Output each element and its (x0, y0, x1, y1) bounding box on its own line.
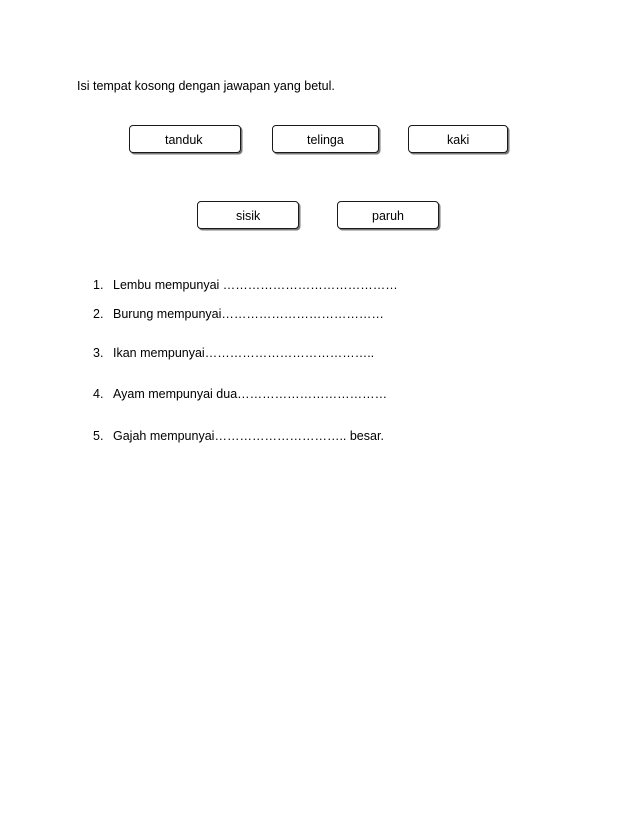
question-text: Gajah mempunyai………………………….. besar. (113, 429, 384, 443)
question-item (93, 346, 374, 360)
question-text: Burung mempunyai………………………………… (113, 307, 384, 321)
question-number: 2. (93, 307, 104, 321)
word-label: kaki (447, 133, 470, 147)
instruction-text: Isi tempat kosong dengan jawapan yang betul. (77, 79, 335, 93)
word-label: tanduk (165, 133, 203, 147)
question-item (93, 307, 384, 321)
question-number: 5. (93, 429, 104, 443)
question-number: 4. (93, 387, 104, 401)
question-item (93, 387, 387, 401)
word-label: telinga (307, 133, 344, 147)
question-text: Ayam mempunyai dua……………………………… (113, 387, 388, 401)
question-text: Ikan mempunyai………………………………….. (113, 346, 375, 360)
question-number: 3. (93, 346, 104, 360)
question-item (93, 278, 398, 292)
question-text: Lembu mempunyai …………………………………… (113, 278, 398, 292)
word-label: paruh (372, 209, 404, 223)
word-label: sisik (236, 209, 261, 223)
question-number: 1. (93, 278, 104, 292)
question-item (93, 429, 384, 443)
